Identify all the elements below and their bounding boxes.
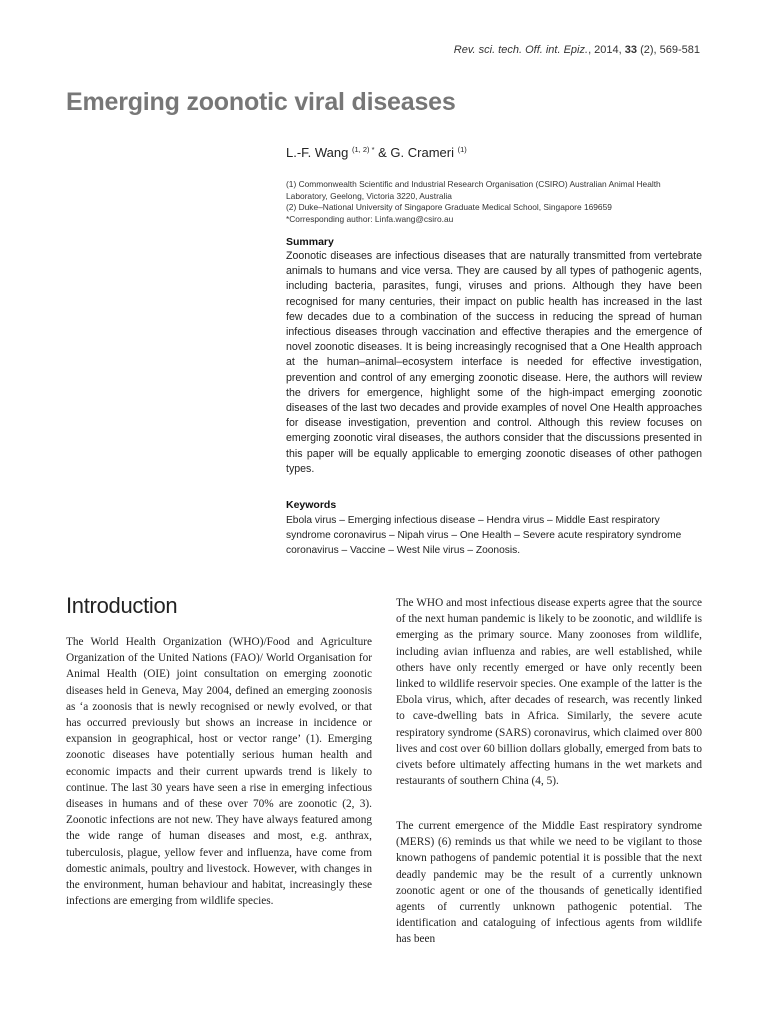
journal-issue-pages: (2), 569-581 <box>637 44 700 56</box>
article-title: Emerging zoonotic viral diseases <box>66 88 456 116</box>
journal-year: , 2014, <box>588 44 625 56</box>
journal-name: Rev. sci. tech. Off. int. Epiz. <box>453 44 589 56</box>
author-crameri-affil: (1) <box>457 145 467 154</box>
author-line <box>286 145 467 160</box>
journal-volume: 33 <box>624 44 638 56</box>
introduction-heading: Introduction <box>66 593 178 618</box>
corresponding-author[interactable]: *Corresponding author: Linfa.wang@csiro.au <box>286 213 454 224</box>
summary-text: Zoonotic diseases are infectious diseases that are naturally transmitted from vertebrate animals to humans and vice versa. They are caused by all types of pathogenic agents, including bacteria, parasites, fungi, viruses and prions. Although they have been recognised for many centuries, their impact on public health has increased in the last few decades due to a combination of the success in reducing the spread of human infectious diseases through vaccination and effective therapies and the emergence of novel zoonotic diseases. It is being increasingly recognised that a One Health approach at the human–animal–ecosystem interface is needed for effective investigation, prevention and control of any emerging zoonotic disease. Here, the authors will review the drivers for emergence, highlight some of the high-impact emerging zoonotic diseases of the last two decades and provide examples of novel One Health approaches for disease investigation, prevention and control. Although this review focuses on emerging zoonotic viral diseases, the authors consider that the discussions presented in this paper will be equally applicable to emerging zoonotic diseases of other pathogen types. <box>286 250 702 475</box>
affiliation-line: (2) Duke–National University of Singapore Graduate Medical School, Singapore 169659 <box>286 202 612 212</box>
introduction-paragraph-3: The current emergence of the Middle East respiratory syndrome (MERS) (6) reminds us that while we need to be vigilant to those known pathogens of pandemic potential it is possible that the next deadly pandemic may be the result of a currently unknown zoonotic agent or one of the thousands of genetically identified agents of currently unknown pathogenic potential. The identification and cataloguing of infectious agents from wildlife has been <box>396 820 702 946</box>
introduction-paragraph-2: The WHO and most infectious disease experts agree that the source of the next human pandemic is likely to be zoonotic, and wildlife is emerging as the primary source. Many zoonoses from wildlife, including avian influenza and rabies, are well established, while others have only recently emerged or have only recently been linked to wildlife reservoir species. One example of the latter is the Ebola virus, which, after decades of research, was recently linked to cave-dwelling bats in Africa. Similarly, the severe acute respiratory syndrome (SARS) coronavirus, which claimed over 800 lives and cost over 60 billion dollars globally, emerged from bats to civets before ultimately affecting humans in the wet markets and restaurants of southern China (4, 5). <box>396 597 702 788</box>
author-crameri: & G. Crameri <box>374 145 454 160</box>
summary-heading: Summary <box>286 236 334 248</box>
affiliation-line: Laboratory, Geelong, Victoria 3220, Australia <box>286 190 452 201</box>
affiliation-line: (1) Commonwealth Scientific and Industrial Research Organisation (CSIRO) Australian Animal Health <box>286 179 661 189</box>
keywords-text: Ebola virus – Emerging infectious disease – Hendra virus – Middle East respiratory syndrome coronavirus – Nipah virus – One Health – Severe acute respiratory syndrome coronavirus – Vaccine – West Nile virus – Zoonosis. <box>286 515 682 556</box>
journal-citation <box>454 44 700 56</box>
author-wang-affil: (1, 2) * <box>352 145 375 154</box>
author-wang: L.-F. Wang <box>286 145 349 160</box>
keywords-heading: Keywords <box>286 499 337 511</box>
affiliations <box>286 179 706 225</box>
introduction-paragraph-1: The World Health Organization (WHO)/Food and Agriculture Organization of the United Nations (FAO)/ World Organisation for Animal Health (OIE) joint consultation on emerging zoonotic diseases held in Geneva, May 2004, defined an emerging zoonosis as ‘a zoonosis that is newly recognised or newly evolved, or that has occurred previously but shows an increase in incidence or expansion in geographical, host or vector range’ (1). Emerging zoonotic diseases have potentially serious human health and economic impacts and their current upwards trend is likely to continue. The last 30 years have seen a rise in emerging infectious diseases in humans and of these over 70% are zoonotic (2, 3). Zoonotic infections are not new. They have always featured among the wide range of human diseases and most, e.g. anthrax, tuberculosis, plague, yellow fever and influenza, have come from domestic animals, poultry and livestock. However, with changes in the environment, human behaviour and habitat, increasingly these infections are emerging from wildlife species. <box>66 636 372 908</box>
